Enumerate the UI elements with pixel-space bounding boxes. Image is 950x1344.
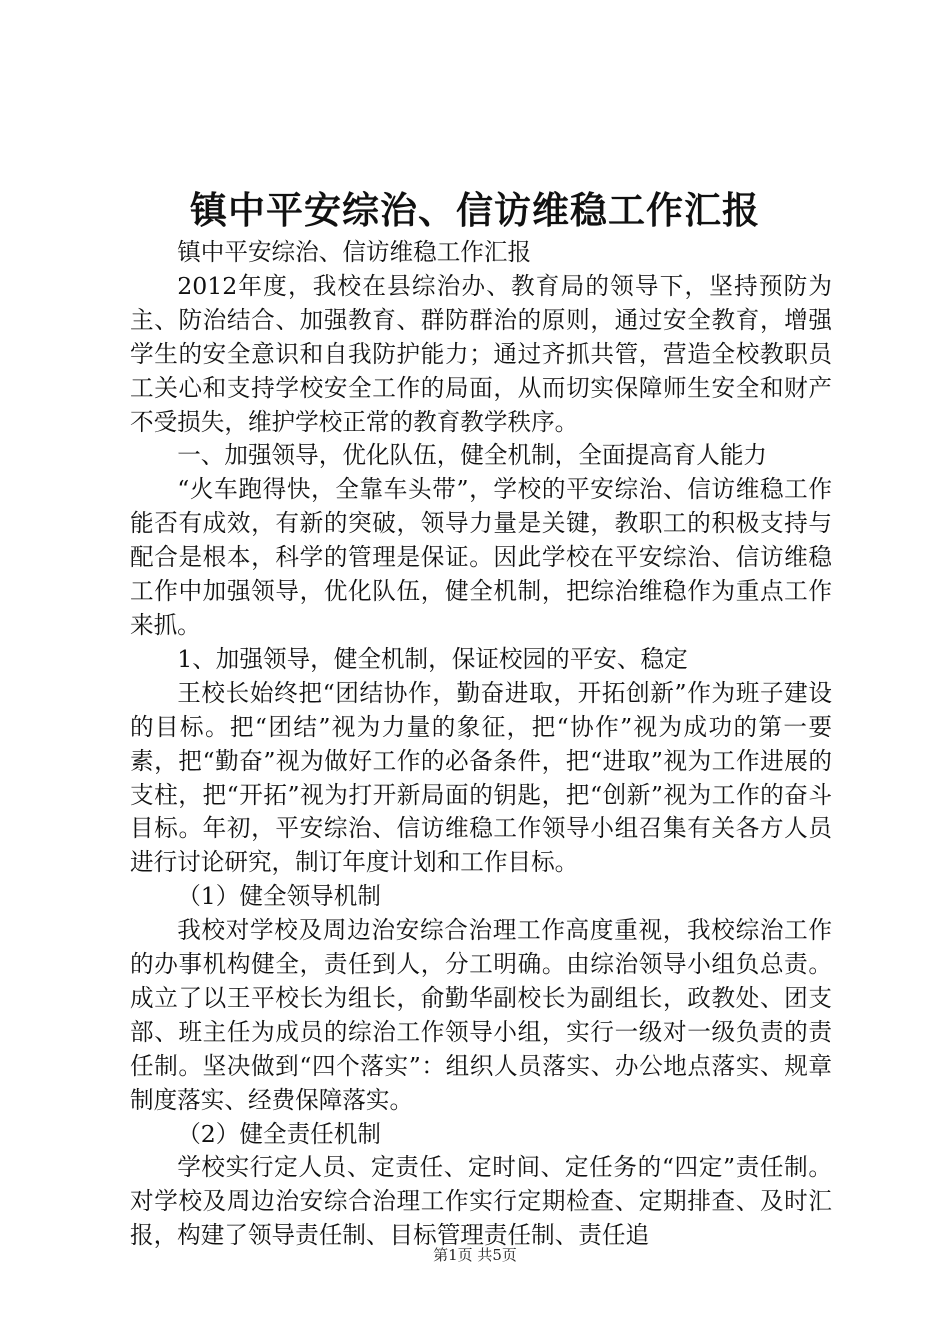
item-heading-1: （1）健全领导机制 [177,882,381,911]
document-title: 镇中平安综治、信访维稳工作汇报 [190,188,760,232]
paragraph: 学校实行定人员、定责任、定时间、定任务的“四定”责任制。对学校及周边治安综合治理工作实行定期检查、定期排查、及时汇报，构建了领导责任制、目标管理责任制、责任追 [130,1153,832,1250]
paragraph: “火车跑得快，全靠车头带”，学校的平安综治、信访维稳工作能否有成效，有新的突破，领导力量是关键，教职工的积极支持与配合是根本，科学的管理是保证。因此学校在平安综治、信访维稳工作中加强领导，优化队伍，健全机制，把综治维稳作为重点工作来抓。 [130,475,832,639]
paragraph-subtitle: 镇中平安综治、信访维稳工作汇报 [177,238,532,266]
paragraph: 我校对学校及周边治安综合治理工作高度重视，我校综治工作的办事机构健全，责任到人，分工明确。由综治领导小组负总责。成立了以王平校长为组长，俞勤华副校长为副组长，政教处、团支部、班主任为成员的综治工作领导小组，实行一级对一级负责的责任制。坚决做到“四个落实”：组织人员落实、办公地点落实、规章制度落实、经费保障落实。 [130,916,832,1114]
paragraph-intro: 2012年度，我校在县综治办、教育局的领导下，坚持预防为主、防治结合、加强教育、群防群治的原则，通过安全教育，增强学生的安全意识和自我防护能力；通过齐抓共管，营造全校教职员工关心和支持学校安全工作的局面，从而切实保障师生安全和财产不受损失，维护学校正常的教育教学秩序。 [130,271,832,436]
page-number: 第1页 共5页 [433,1246,517,1264]
section-heading-1: 一、加强领导，优化队伍，健全机制，全面提高育人能力 [177,441,768,470]
subsection-heading-1: 1、加强领导，健全机制，保证校园的平安、稳定 [177,644,688,673]
paragraph: 王校长始终把“团结协作，勤奋进取，开拓创新”作为班子建设的目标。把“团结”视为力量的象征，把“协作”视为成功的第一要素，把“勤奋”视为做好工作的必备条件，把“进取”视为工作进展的支柱，把“开拓”视为打开新局面的钥匙，把“创新”视为工作的奋斗目标。年初，平安综治、信访维稳工作领导小组召集有关各方人员进行讨论研究，制订年度计划和工作目标。 [130,678,832,877]
item-heading-2: （2）健全责任机制 [177,1119,381,1148]
document-body [130,236,832,1253]
